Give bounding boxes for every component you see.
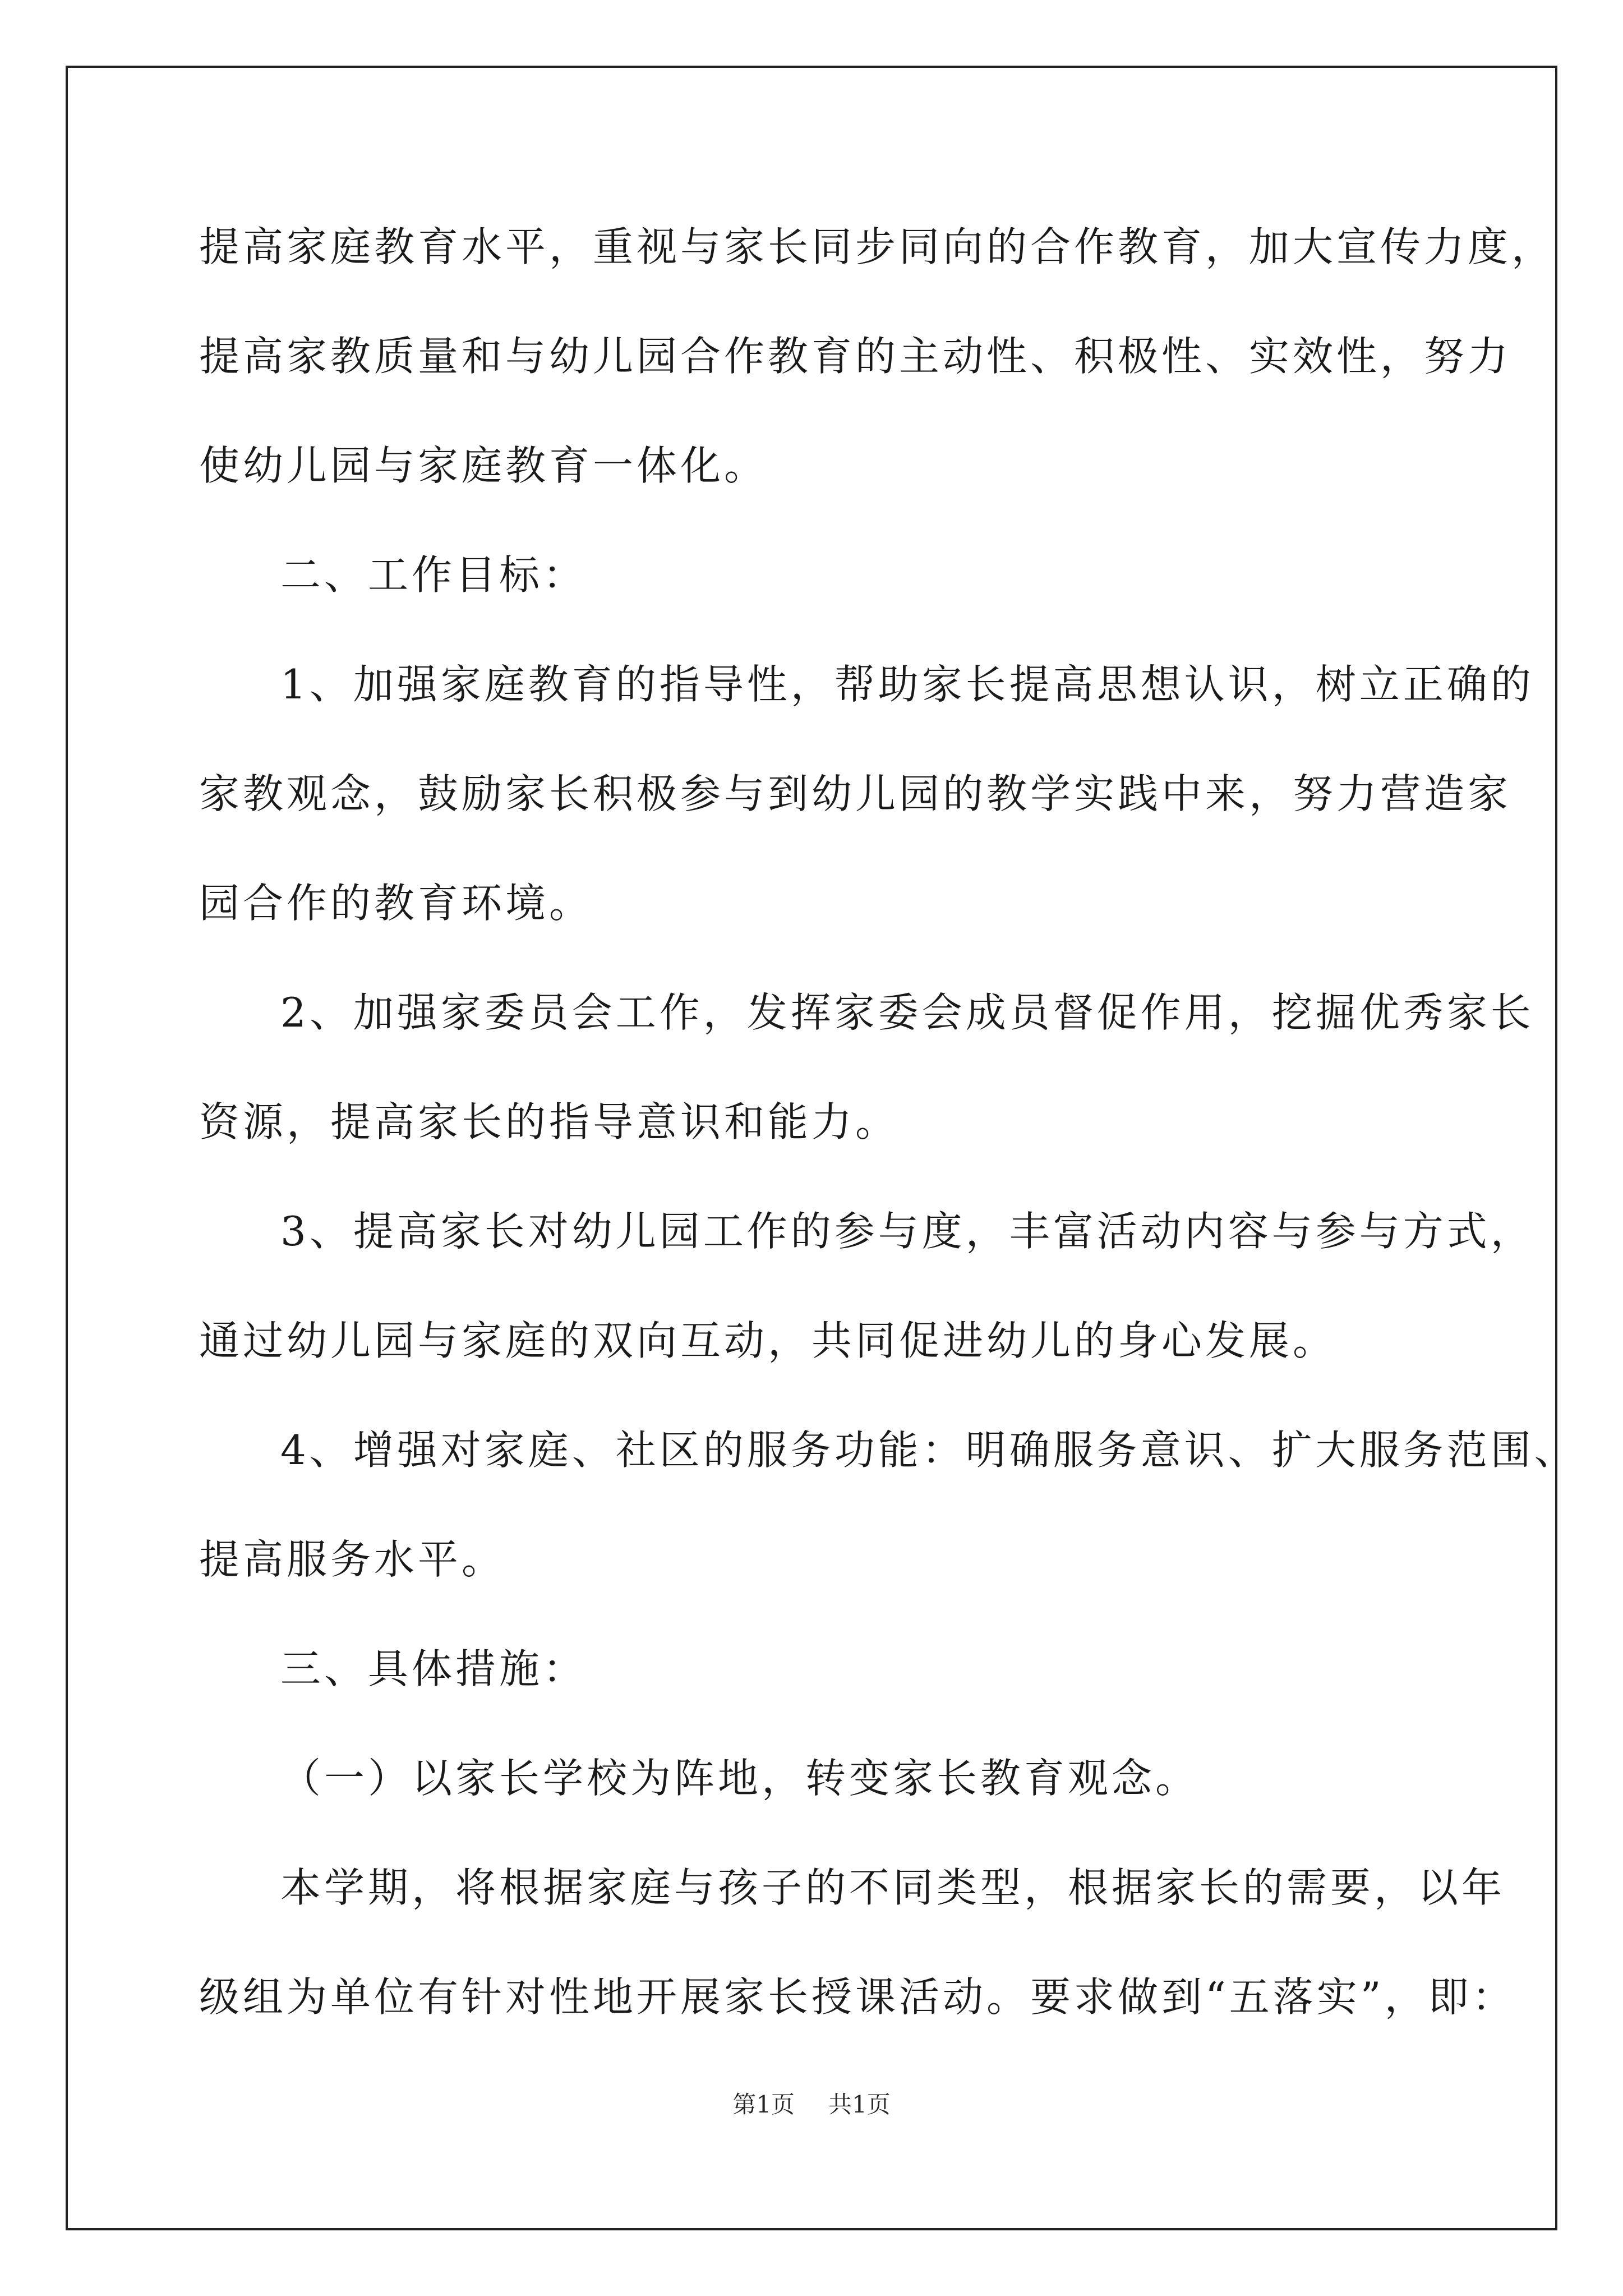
text-line: 通过幼儿园与家庭的双向互动，共同促进幼儿的身心发展。 (199, 1317, 1337, 1364)
text-line: 1、加强家庭教育的指导性，帮助家长提高思想认识，树立正确的 (280, 661, 1534, 708)
text-line: 3、提高家长对幼儿园工作的参与度，丰富活动内容与参与方式， (280, 1208, 1534, 1255)
text-line: 本学期，将根据家庭与孩子的不同类型，根据家长的需要，以年 (280, 1864, 1506, 1911)
text-line: 使幼儿园与家庭教育一体化。 (199, 442, 768, 489)
text-line: 资源，提高家长的指导意识和能力。 (199, 1098, 900, 1145)
text-line: 4、增强对家庭、社区的服务功能：明确服务意识、扩大服务范围、 (280, 1427, 1578, 1474)
page-footer (0, 2088, 1623, 2122)
section-heading: 三、具体措施： (280, 1645, 587, 1692)
text-line: 2、加强家委员会工作，发挥家委会成员督促作用，挖掘优秀家长 (280, 989, 1534, 1036)
section-heading: 二、工作目标： (280, 551, 587, 599)
text-line: 提高家庭教育水平，重视与家长同步同向的合作教育，加大宣传力度， (199, 223, 1556, 270)
text-line: 园合作的教育环境。 (199, 880, 593, 927)
page-number: 第1页 (732, 2091, 795, 2118)
text-line: 家教观念，鼓励家长积极参与到幼儿园的教学实践中来，努力营造家 (199, 770, 1512, 817)
text-line: 级组为单位有针对性地开展家长授课活动。要求做到“五落实”，即： (199, 1973, 1516, 2021)
page-total: 共1页 (828, 2091, 891, 2118)
text-line: 提高服务水平。 (199, 1536, 506, 1583)
text-line: 提高家教质量和与幼儿园合作教育的主动性、积极性、实效性，努力 (199, 333, 1512, 380)
subsection-heading: （一）以家长学校为阵地，转变家长教育观念。 (280, 1755, 1200, 1802)
